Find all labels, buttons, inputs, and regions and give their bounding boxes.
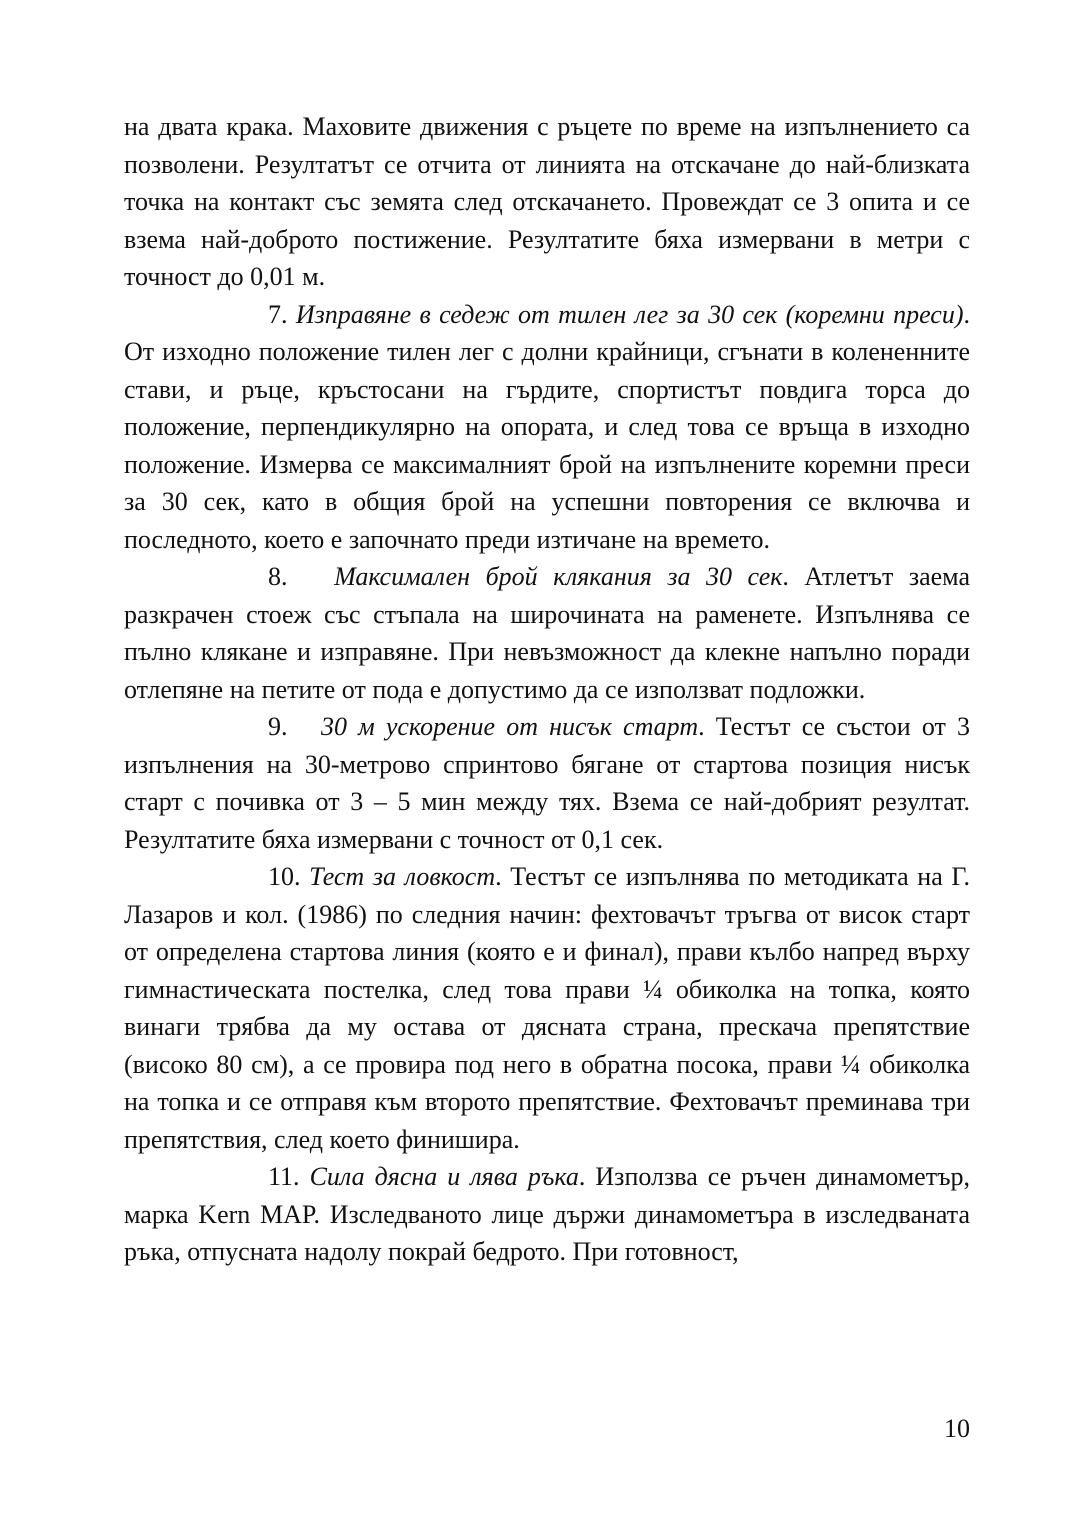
item-title: 30 м ускорение от нисък старт (320, 712, 699, 741)
paragraph-text: на двата крака. Маховите движения с ръцете по време на изпълнението са позволени. Резултатът се отчита от линията на отскачане до най-близката точка на контакт със земята след отскачането. Провеждат се 3 опита и се взема най-доброто постижение. Резултатите бяха измервани в метри с точност до 0,01 м. (124, 112, 970, 291)
paragraph-continuation (124, 108, 970, 296)
paragraph-item-8 (124, 558, 970, 708)
paragraph-item-10 (124, 858, 970, 1158)
page-number: 10 (944, 1414, 970, 1443)
item-text: . Използва се ръчен динамометър, марка Kern MAP. Изследваното лице държи динамометъра в изследваната ръка, отпусната надолу покрай бедрото. При готовност, (124, 1162, 971, 1266)
item-number: 7. (268, 299, 288, 329)
item-number: 10. (268, 862, 301, 891)
document-page (124, 108, 970, 1271)
paragraph-item-9 (124, 708, 970, 858)
paragraph-item-7 (124, 296, 970, 559)
item-number: 9. (268, 712, 288, 741)
item-text: . Атлетът заема разкрачен стоеж със стъпала на широчината на раменете. Изпълнява се пълно клякане и изправяне. При невъзможност да клекне напълно поради отлепяне на петите от пода е допустимо да се използват подложки. (124, 562, 970, 704)
item-title: Максимален брой клякания за 30 сек (334, 562, 783, 591)
item-text: . От изходно положение тилен лег с долни крайници, сгънати в колененните стави, и ръце, кръстосани на гърдите, спортистът повдига торса до положение, перпендикулярно на опората, и след това се връща в изходно положение. Измерва се максималният брой на изпълнените коремни преси за 30 сек, като в общия брой на успешни повторения се включва и последното, което е започнато преди изтичане на времето. (124, 299, 971, 554)
item-number: 11. (268, 1162, 300, 1191)
item-number: 8. (268, 562, 288, 591)
paragraph-item-11 (124, 1158, 970, 1271)
item-text: . Тестът се изпълнява по методиката на Г. Лазаров и кол. (1986) по следния начин: фехтовачът тръгва от висок старт от определена стартова линия (която е и финал), прави кълбо напред върху гимнастическата постелка, след това прави ¼ обиколка на топка, която винаги трябва да му остава от дясната страна, прескача препятствие (високо 80 см), а се провира под него в обратна посока, прави ¼ обиколка на топка и се отправя към второто препятствие. Фехтовачът преминава три препятствия, след което финишира. (124, 862, 971, 1154)
item-title: Тест за ловкост (309, 862, 496, 891)
item-text: . Тестът се състои от 3 изпълнения на 30-метрово спринтово бягане от стартова позиция нисък старт с почивка от 3 – 5 мин между тях. Взема се най-добрият резултат. Резултатите бяха измервани с точност от 0,1 сек. (124, 712, 971, 854)
item-title: Изправяне в седеж от тилен лег за 30 сек (коремни преси) (295, 299, 964, 329)
item-title: Сила дясна и лява ръка (309, 1162, 579, 1191)
